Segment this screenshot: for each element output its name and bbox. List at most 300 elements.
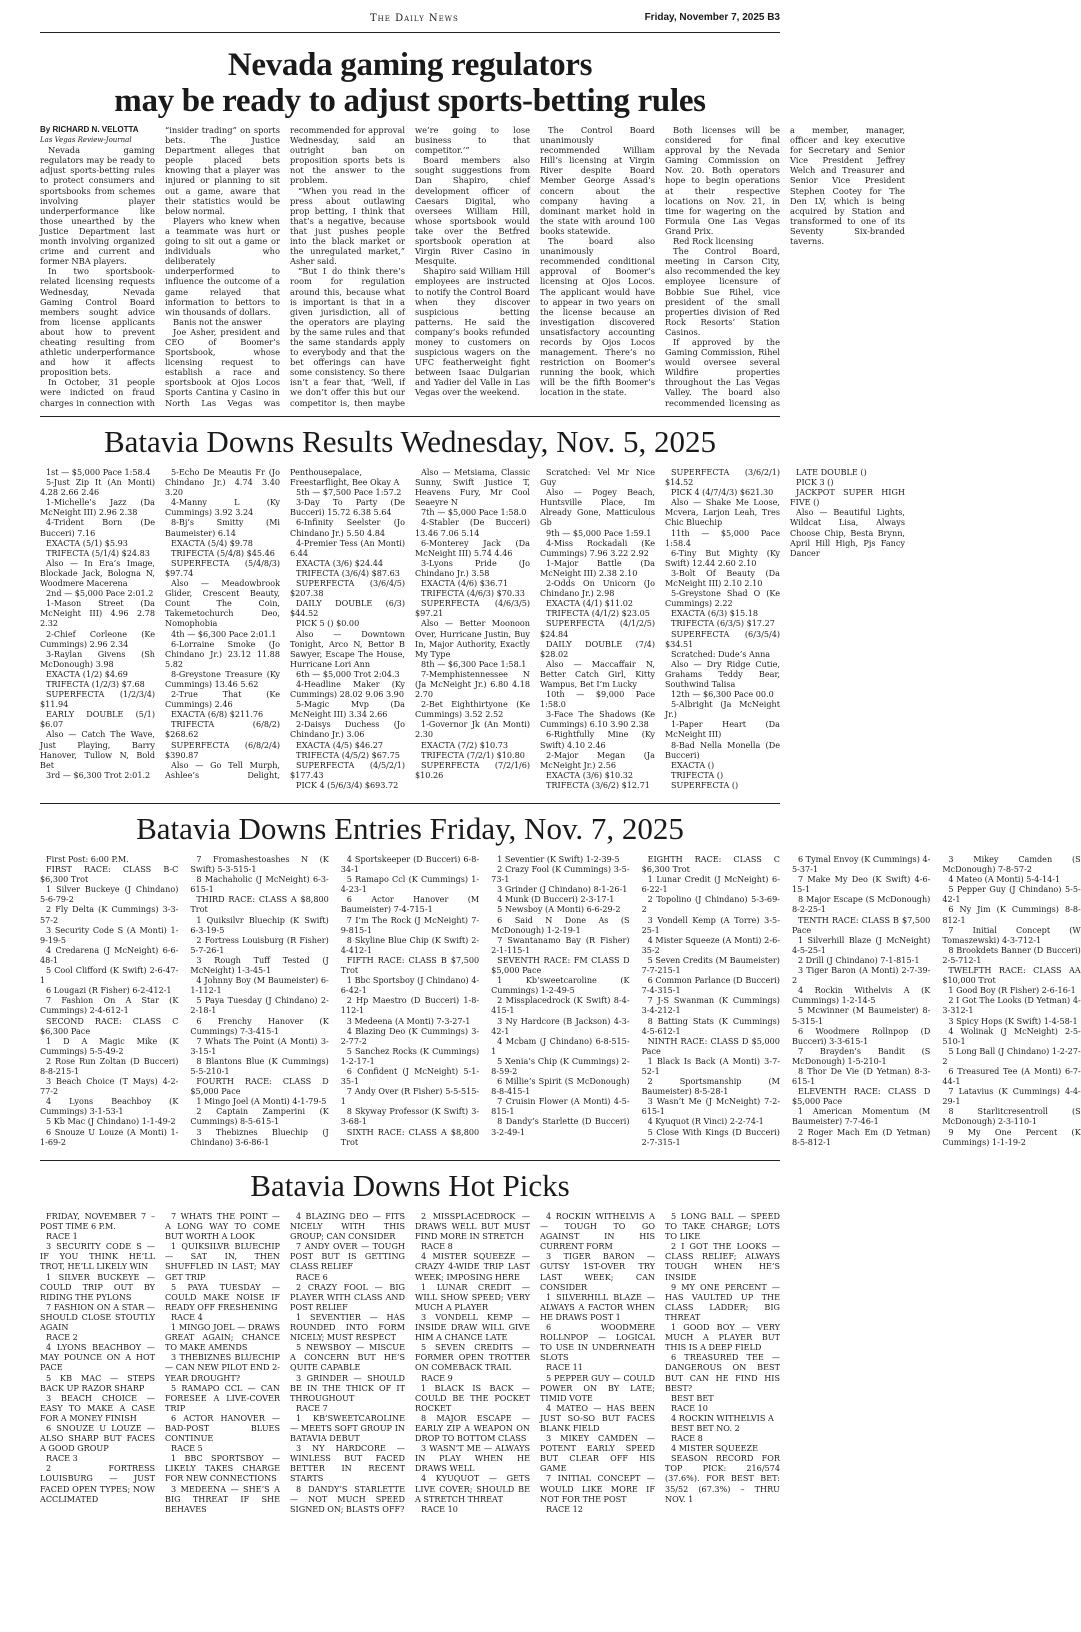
entries-line: 8 Major Escape (S McDonough) 8-2-25-1 [791, 894, 931, 915]
results-line: PICK 4 (4/7/4/3) $621.30 [671, 487, 774, 498]
entries-line: 3 Beach Choice (T Mays) 4-2-77-2 [40, 1076, 179, 1097]
results-line: 10th — $9,000 Pace 1:58.0 [540, 689, 655, 710]
story-paragraph: The Control Board unanimously recommended William Hill’s licensing at Virgin River despite Board Member George Assad’s concern about the company having a dominant market hold in the state with around 100 books statewide. [540, 125, 655, 236]
entries-line: 7 Whats The Point (A Monti) 3-3-15-1 [190, 1035, 329, 1056]
picks-line: 2 FORTRESS LOUISBURG — JUST FACED OPEN TYPES; NOW ACCLIMATED [40, 1463, 155, 1504]
entries-line: 3 Vondell Kemp (A Torre) 3-5-25-1 [641, 914, 780, 935]
results-line: 4-Headline Maker (Ky Cummings) 28.02 9.06 3.90 [290, 678, 405, 700]
results-line: 1-Governor Jk (An Monti) 2.30 [415, 719, 530, 740]
entries-line: 5 Mcwinner (M Baumeister) 8-5-315-1 [791, 1005, 931, 1026]
entries-line: 1 Silverhill Blaze (J McNeight) 4-5-25-1 [791, 934, 931, 955]
results-line: EARLY DOUBLE (5/1) $6.07 [40, 709, 155, 730]
picks-line: 7 INITIAL CONCEPT — WOULD LIKE MORE IF NOT FOR THE POST [540, 1473, 655, 1504]
results-line: 4-Miss Rockadali (Ke Cummings) 7.96 3.22 2.92 [540, 537, 655, 558]
picks-line: RACE 5 [171, 1443, 203, 1454]
picks-line: 4 KYUQUOT — GETS LIVE COVER; SHOULD BE A STRETCH THREAT [415, 1473, 530, 1504]
results-line: 4-Premier Tess (An Monti) 6.44 [290, 537, 405, 558]
entries-line: 6 Lougazi (R Fisher) 6-2-412-1 [46, 985, 172, 996]
picks-line: 3 VONDELL KEMP — INSIDE DRAW WILL GIVE HIM A CHANCE LATE [415, 1311, 530, 1343]
entries-line: 2 Rose Run Zoltan (D Bucceri) 8-8-215-1 [40, 1055, 179, 1076]
results-line: 6th — $5,000 Trot 2:04.3 [296, 668, 400, 679]
entries-line: 9 My One Percent (K Cummings) 1-1-19-2 [942, 1126, 1081, 1147]
results-line: 2-Daisys Duchess (Jo Chindano Jr.) 3.06 [290, 719, 405, 740]
picks-line: 4 ROCKIN WITHELVIS A — TOUGH TO GO AGAINST IN HIS CURRENT FORM [540, 1211, 655, 1252]
masthead [40, 10, 780, 33]
results-line: SUPERFECTA (5/4/8/3) $97.74 [165, 557, 280, 578]
results-line: TRIFECTA (7/2/1) $10.80 [421, 749, 525, 760]
results-line: TRIFECTA (6/3/5) $17.27 [671, 618, 775, 629]
entries-line: FIFTH RACE: CLASS B $7,500 Trot [340, 954, 480, 976]
results-line: 8-Bj’s Smitty (Mi Baumeister) 6.14 [165, 517, 280, 538]
picks-line: 6 WOODMERE ROLLNPOP — LOGICAL TO USE IN UNDERNEATH SLOTS [540, 1322, 655, 1363]
results-line: 2-Odds On Unicorn (Jo Chindano Jr.) 2.98 [540, 578, 655, 599]
results-line: TRIFECTA (6/8/2) $268.62 [165, 719, 280, 740]
results-line: 3-Face The Shadows (Ke Cummings) 6.10 3.90 2.38 [540, 709, 655, 730]
results-line: SUPERFECTA (1/2/3/4) $11.94 [40, 689, 155, 710]
results-line: SUPERFECTA () [671, 779, 739, 790]
picks-line: 4 MATEO — HAS BEEN JUST SO-SO BUT FACES BLANK FIELD [540, 1402, 655, 1433]
picks-line: RACE 7 [296, 1402, 328, 1413]
entries-line: 3 Ny Hardcore (B Jackson) 4-3-42-1 [491, 1015, 630, 1036]
entries-line: 1 Good Boy (R Fisher) 2-6-16-1 [948, 985, 1076, 996]
section-divider [40, 1160, 780, 1161]
entries-line: 8 Dandy’s Starlette (D Bucceri) 3-2-49-1 [491, 1116, 630, 1137]
results-line: 12th — $6,300 Pace 00.0 [671, 689, 774, 700]
entries-line: 4 Mcbam (J Chindano) 6-8-515-1 [491, 1035, 630, 1056]
results-line: SUPERFECTA (6/3/5/4) $34.51 [665, 628, 780, 649]
results-line: 4th — $6,300 Pace 2:01.1 [171, 628, 277, 639]
results-line: TRIFECTA (3/6/4) $87.63 [296, 567, 400, 578]
results-line: 2-True That (Ke Cummings) 2.46 [165, 689, 280, 710]
entries-line: 2 Missplacedrock (K Swift) 8-4-415-1 [491, 995, 630, 1016]
results-line: EXACTA (5/1) $5.93 [46, 537, 128, 548]
entries-line: 1 Mingo Joel (A Monti) 4-1-79-5 [196, 1096, 327, 1107]
results-line: EXACTA (3/6) $24.44 [296, 557, 384, 568]
entries-line: FIRST RACE: CLASS B-C $6,300 Trot [40, 864, 179, 885]
entries-line: 7 Brayden’s Bandit (S McDonough) 1-5-210-1 [791, 1045, 931, 1066]
picks-line: 5 LONG BALL — SPEED TO TAKE CHARGE; LOTS TO LIKE [665, 1211, 780, 1242]
entries-line: 1 American Momentum (M Baumeister) 7-7-46-1 [791, 1106, 931, 1127]
entries-line: TENTH RACE: CLASS B $7,500 Pace [791, 914, 931, 935]
picks-line: 5 NEWSBOY — MISCUE A CONCERN BUT HE’S QUITE CAPABLE [290, 1342, 405, 1373]
results-line: SUPERFECTA (4/5/2/1) $177.43 [290, 759, 405, 780]
entries-line: 7 Initial Concept (W Tomaszewski) 4-3-712-1 [942, 924, 1081, 945]
story-paragraph: The board also unanimously recommended conditional approval of Boomer’s licensing at Ojos Locos. The applicant would have to appear in two years on the license because an investigation discovered unsatisfactory accounting records by Ojos Locos management. There’s no restriction on Boomer’s running the book, which will be the fifth Boomer’s location in the state. [540, 236, 655, 398]
picks-line: RACE 9 [421, 1372, 453, 1383]
story-paragraph: Shapiro said William Hill employees are instructed to notify the Control Board when they discover suspicious betting patterns. He said the company’s books refunded money to customers on suspicious wagers on the UFC featherweight fight between Isaac Dulgarian and Yadier del Valle in Las Vegas over the weekend. [415, 266, 530, 398]
results-line: PICK 4 (5/6/3/4) $693.72 [296, 779, 399, 790]
results-line: Also — Meadowbrook Glider, Crescent Beauty, Count The Coin, Takemetochurch Deo, Nomophobia [165, 578, 280, 629]
entries-line: 4 Credarena (J McNeight) 6-6-48-1 [40, 944, 179, 965]
picks-line: 5 PAYA TUESDAY — COULD MAKE NOISE IF READY OFF FRESHENING [165, 1281, 280, 1312]
results-line: 5-Greystone Shad O (Ke Cummings) 2.22 [665, 588, 780, 609]
story-paragraph: Players who knew when a teammate was hurt or going to sit out a game or individuals who deliberately underperformed to influence the outcome of a game relayed that information to bettors to win thousands of dollars. [165, 215, 280, 317]
entries-line: 4 Rockin Withelvis A (K Cummings) 1-2-14-5 [791, 985, 931, 1006]
results-line: 6-Rightfully Mine (Ky Swift) 4.10 2.46 [540, 729, 655, 750]
results-line: 8th — $6,300 Pace 1:58.1 [421, 658, 527, 669]
results-line: Also — Dry Ridge Cutie, Grahams Teddy Bear, Southwind Talisa [665, 658, 780, 689]
entries-line: 6 Confident (J McNeight) 5-1-35-1 [340, 1065, 480, 1087]
picks-line: 3 THEBIZNES BLUECHIP — CAN NEW PILOT END 2-YEAR DROUGHT? [165, 1352, 280, 1383]
entries-line: 8 Brookdets Banner (D Bucceri) 2-5-712-1 [942, 944, 1081, 965]
picks-line: RACE 2 [46, 1332, 78, 1343]
results-line: EXACTA (4/1) $11.02 [546, 598, 634, 609]
entries-line: SEVENTH RACE: FM CLASS D $5,000 Pace [491, 954, 630, 976]
entries-line: 8 Blantons Blue (K Cummings) 5-5-210-1 [190, 1055, 329, 1076]
results-line: 1-Major Battle (Da McNeight III) 2.38 2.10 [540, 557, 655, 578]
story-paragraph: In two sportsbook-related licensing requests Wednesday, Nevada Gaming Control Board members sought advice from license applicants about how to prevent cheating resulting from athletic underperformance and how it affects proposition bets. [40, 266, 155, 378]
results-heading: Batavia Downs Results Wednesday, Nov. 5, 2025 [104, 424, 716, 459]
headline-line-1: Nevada gaming regulators [227, 47, 593, 83]
picks-line: 3 SECURITY CODE S — IF YOU THINK HE’LL TROT, HE’LL LIKELY WIN [40, 1241, 155, 1272]
picks-body [40, 1211, 780, 1521]
entries-line: 1 Lunar Credit (J McNeight) 6-6-22-1 [641, 874, 780, 895]
entries-line: 7 J-S Swanman (K Cummings) 3-4-212-1 [641, 995, 780, 1016]
entries-line: 5 Pepper Guy (J Chindano) 5-5-42-1 [942, 884, 1081, 905]
results-line: TRIFECTA (4/6/3) $70.33 [421, 588, 525, 599]
entries-line: 7 Cruisin Flower (A Monti) 4-5-815-1 [491, 1096, 630, 1117]
results-line: TRIFECTA (4/1/2) $23.05 [546, 608, 650, 619]
paper-name: The Daily News [370, 13, 459, 24]
picks-line: 1 GOOD BOY — VERY MUCH A PLAYER BUT THIS IS A DEEP FIELD [665, 1322, 780, 1353]
picks-line: 5 KB MAC — STEPS BACK UP RAZOR SHARP [40, 1372, 155, 1393]
entries-line: FOURTH RACE: CLASS D $5,000 Pace [190, 1076, 329, 1097]
results-line: PICK 5 () $0.00 [296, 618, 360, 629]
results-body [40, 467, 905, 797]
entries-line: 1 Bbc Sportsboy (J Chindano) 4-6-42-1 [340, 975, 480, 996]
picks-line: 7 WHATS THE POINT — A LONG WAY TO COME BUT WORTH A LOOK [165, 1211, 280, 1242]
results-line: 5-Magic Mvp (Da McNeight III) 3.34 2.66 [290, 699, 405, 720]
picks-line: RACE 10 [671, 1402, 708, 1413]
entries-line: 7 Fromashestoashes N (K Swift) 5-3-515-1 [190, 854, 329, 875]
story-paragraph: Banis not the answer [173, 316, 262, 327]
entries-line: 1 Quiksilvr Bluechip (K Swift) 6-3-19-5 [190, 914, 329, 935]
entries-line: 5 Ramapo Ccl (K Cummings) 1-4-23-1 [340, 874, 480, 895]
entries-line: 8 Skyway Professor (K Swift) 3-3-68-1 [340, 1106, 480, 1127]
entries-line: 7 Latavius (K Cummings) 4-4-29-1 [942, 1086, 1081, 1107]
results-line: Also — Downtown Tonight, Arco N, Bettor B Sawyer, Escape The House, Hurricane Lori Ann [290, 628, 405, 669]
story-paragraph: “When you read in the press about outlawing prop betting, I think that that’s a negative, because that just pushes people into the black market or the unregulated market,” Asher said. [290, 185, 405, 267]
results-line: 6-Tiny But Mighty (Ky Swift) 12.44 2.60 2.10 [665, 547, 780, 568]
entries-line: 2 Sportsmanship (M Baumeister) 8-5-28-1 [641, 1076, 780, 1097]
results-line: DAILY DOUBLE (6/3) $44.52 [290, 598, 405, 619]
story-paragraph: If approved by the Gaming Commission, Rihel would oversee several Wildfire properties throughout the Las Vegas Valley. The board also recommended licensing as a member, manager, officer and key executive for Secretary and Senior Vice President Jeffrey Welch and Treasurer and Senior Vice President Stephen Cootey for The Den LV, which is being acquired by Station and transformed to one of its Seventy Six-branded taverns. [665, 125, 905, 408]
story-headline [40, 47, 780, 119]
entries-line: 2 I Got The Looks (D Yetman) 4-3-312-1 [942, 995, 1081, 1016]
picks-line: SEASON RECORD FOR TOP PICK: 216/574 (37.6%). FOR BEST BET: 35/52 (67.3%) – THRU NOV. 1 [665, 1453, 780, 1504]
entries-line: SECOND RACE: CLASS C $6,300 Pace [40, 1015, 179, 1036]
section-divider [40, 416, 780, 417]
entries-line: 5 Paya Tuesday (J Chindano) 2-2-18-1 [190, 995, 329, 1016]
story-paragraph: In October, 31 people were indicted on fraud charges in connection with “insider trading” on sports bets. The Justice Department alleges that people placed bets knowing that a player was injured or planning to sit out a game, aware that their statistics would be below normal. [40, 125, 280, 408]
entries-line: 5 Kb Mac (J Chindano) 1-1-49-2 [46, 1116, 176, 1127]
entries-line: NINTH RACE: CLASS D $5,000 Pace [641, 1035, 780, 1056]
entries-line: 8 Thor De Vie (D Yetman) 8-3-615-1 [791, 1065, 931, 1087]
entries-line: 5 Sanchez Rocks (K Cummings) 1-2-17-1 [340, 1045, 480, 1066]
entries-line: 3 Wasn’t Me (J McNeight) 7-2-615-1 [641, 1096, 780, 1117]
entries-line: SIXTH RACE: CLASS A $8,800 Trot [340, 1126, 480, 1147]
results-line: 6-Infinity Seelster (Jo Chindano Jr.) 5.50 4.84 [290, 517, 405, 538]
entries-line: 2 Drill (J Chindano) 7-1-815-1 [797, 954, 920, 965]
results-line: TRIFECTA (4/5/2) $67.75 [296, 749, 400, 760]
results-line: Also — Maccaffair N, Better Catch Girl, Kitty Wampus, Bet I’m Lucky [540, 658, 655, 689]
picks-line: 3 MEDEENA — SHE’S A BIG THREAT IF SHE BEHAVES [165, 1483, 280, 1514]
picks-line: 1 LUNAR CREDIT — WILL SHOW SPEED; VERY MUCH A PLAYER [415, 1281, 530, 1312]
entries-line: 5 Cool Clifford (K Swift) 2-6-47-1 [40, 965, 179, 986]
results-line: 4-Stabler (De Bucceri) 13.46 7.06 5.14 [415, 517, 530, 538]
entries-line: 6 Actor Hanover (M Baumeister) 7-4-715-1 [340, 894, 480, 915]
results-line: 2-Major Megan (Ja McNeight Jr.) 2.56 [540, 749, 655, 770]
entries-line: 4 Munk (D Bucceri) 2-3-17-1 [497, 894, 615, 905]
entries-line: 6 Treasured Tee (A Monti) 6-7-44-1 [942, 1065, 1081, 1087]
picks-line: 2 MISSPLACEDROCK — DRAWS WELL BUT MUST FIND MORE IN STRETCH [415, 1211, 530, 1242]
results-line: Also — Go Tell Murph, Ashlee’s Delight, Penthousepalace, Freestarflight, Bee Okay A [165, 467, 400, 780]
results-line: EXACTA (6/8) $211.76 [171, 709, 264, 720]
entries-line: 4 Wolinak (J McNeight) 2-5-510-1 [942, 1025, 1081, 1046]
picks-line: 1 MINGO JOEL — DRAWS GREAT AGAIN; CHANCE TO MAKE AMENDS [165, 1322, 280, 1353]
entries-line: 1 Silver Buckeye (J Chindano) 5-6-79-2 [40, 884, 179, 905]
results-line: 8-Greystone Treasure (Ky Cummings) 13.46 5.62 [165, 668, 280, 689]
results-line: 6-Lorraine Smoke (Jo Chindano Jr.) 23.12 11.88 5.82 [165, 638, 280, 669]
headline-line-2: may be ready to adjust sports-betting rules [114, 83, 706, 119]
entries-line: 3 Spicy Hops (K Swift) 1-4-58-1 [948, 1015, 1078, 1026]
results-line: JACKPOT SUPER HIGH FIVE () [790, 487, 905, 508]
picks-line: RACE 4 [171, 1311, 203, 1322]
entries-line: 2 Topolino (J Chindano) 5-3-69-2 [641, 894, 780, 915]
entries-line: 8 Skyline Blue Chip (K Swift) 2-4-412-1 [340, 934, 480, 955]
entries-line: ELEVENTH RACE: CLASS D $5,000 Pace [791, 1086, 931, 1107]
results-line: Scratched: Dude’s Anna [671, 648, 771, 659]
results-line: Also — Beautiful Lights, Wildcat Lisa, Always Choose Chip, Besta Brynn, April Hill High, Pjs Fancy Dancer [790, 507, 905, 558]
entries-line: 2 Roger Mach Em (D Yetman) 8-5-812-1 [791, 1126, 931, 1147]
results-line: 5th — $7,500 Pace 1:57.2 [296, 487, 402, 498]
entries-line: 8 Machaholic (J McNeight) 6-3-615-1 [190, 874, 329, 895]
results-line: 2-Chief Corleone (Ke Cummings) 2.96 2.34 [40, 628, 155, 649]
entries-line: 3 Tiger Baron (A Monti) 2-7-39-2 [791, 965, 931, 986]
entries-line: 4 Blazing Deo (K Cummings) 3-2-77-2 [340, 1025, 480, 1046]
entries-line: 2 Crazy Fool (K Cummings) 3-5-73-1 [491, 864, 630, 885]
entries-line: 6 Ny Jim (K Cummings) 8-8-812-1 [942, 904, 1081, 925]
entries-line: 6 Snouze U Louze (A Monti) 1-1-69-2 [40, 1126, 179, 1147]
results-line: 3-Bolt Of Beauty (Da McNeight III) 2.10 2.10 [665, 567, 780, 589]
entries-line: 3 Mikey Camden (S McDonough) 7-8-57-2 [942, 854, 1081, 875]
results-line: 5-Albright (Ja McNeight Jr.) [665, 699, 780, 720]
picks-line: 5 PEPPER GUY — COULD POWER ON BY LATE; TIMID VOTE [540, 1372, 655, 1403]
picks-line: 8 DANDY’S STARLETTE — NOT MUCH SPEED SIGNED ON; BLASTS OFF? [290, 1483, 405, 1514]
picks-line: 9 MY ONE PERCENT — HAS VAULTED UP THE CLASS LADDER; BIG THREAT [665, 1281, 780, 1322]
picks-line: RACE 11 [546, 1362, 583, 1373]
results-line: SUPERFECTA (3/6/4/5) $207.38 [290, 578, 405, 599]
entries-line: 7 Andy Over (R Fisher) 5-5-515-1 [340, 1086, 480, 1107]
picks-line: RACE 10 [421, 1503, 458, 1514]
story-paragraph: Nevada gaming regulators may be ready to adjust sports-betting rules to protect consumers and sportsbooks from schemes involving player underperformance like those unearthed by the Justice Department last month involving organized crime and current and former NBA players. [40, 145, 155, 267]
entries-line: 5 Xenia’s Chip (K Cummings) 2-8-59-2 [491, 1055, 630, 1076]
picks-line: BEST BET [671, 1392, 714, 1403]
entries-line: 7 I’m The Rock (J McNeight) 7-9-815-1 [340, 914, 480, 935]
results-line: 1st — $5,000 Pace 1:58.4 [46, 467, 151, 477]
results-line: 1-Mason Street (Da McNeight III) 4.96 2.78 2.32 [40, 598, 155, 629]
results-line: 8-Bad Nella Monella (De Bucceri) [665, 739, 780, 760]
results-line: EXACTA (7/2) $10.73 [421, 739, 509, 750]
results-line: 9th — $5,000 Pace 1:59.1 [546, 527, 652, 538]
story-paragraph: Both licenses will be considered for final approval by the Nevada Gaming Commission on Nov. 20. Both operators hope to begin operations at their respective locations on Nov. 21, in time for wagering on the Formula One Las Vegas Grand Prix. [665, 125, 780, 236]
entries-line: 3 Grinder (J Chindano) 8-1-26-1 [497, 884, 628, 895]
results-line: Also — Better Moonoon Over, Hurricane Justin, Buy In, Major Authority, Exactly My Type [415, 618, 530, 659]
entries-line: 7 Swantanamo Bay (R Fisher) 2-1-115-1 [491, 934, 630, 955]
entries-line: 2 Fly Delta (K Cummings) 3-3-57-2 [40, 904, 179, 925]
entries-line: TWELFTH RACE: CLASS AA $10,000 Trot [942, 965, 1081, 986]
entries-line: 3 Security Code S (A Monti) 1-9-19-5 [40, 924, 179, 945]
entries-line: 6 Tymal Envoy (K Cummings) 4-5-37-1 [791, 854, 931, 875]
entries-line: 8 Starlitcresentroll (S McDonough) 2-3-110-1 [942, 1106, 1081, 1127]
results-line: Also — Catch The Wave, Just Playing, Barry Hanover, Tullow N, Bold Bet [40, 729, 155, 770]
entries-line: 6 Millie’s Spirit (S McDonough) 8-8-415-1 [491, 1076, 630, 1097]
picks-line: 2 I GOT THE LOOKS — CLASS RELIEF; ALWAYS TOUGH WHEN HE’S INSIDE [665, 1241, 780, 1282]
results-line: SUPERFECTA (3/6/2/1) $14.52 [665, 467, 780, 488]
entries-line: 7 Fashion On A Star (K Cummings) 2-4-612-1 [40, 995, 179, 1016]
results-line: 4-Manny L (Ky Cummings) 3.92 3.24 [165, 497, 280, 518]
results-line: 3rd — $6,300 Trot 2:01.2 [46, 769, 151, 780]
results-line: EXACTA (5/4) $9.78 [171, 537, 253, 548]
story-paragraph: Joe Asher, president and CEO of Boomer’s Sportsbook, whose licensing request to establish a race and sportsbook at Ojos Locos Sports Cantina y Casino in North Las Vegas was recommended for approval Wednesday, said an outright ban on proposition sports bets is not the answer to the problem. [165, 125, 405, 408]
newspaper-page [40, 0, 1081, 1521]
picks-line: 3 GRINDER — SHOULD BE IN THE THICK OF IT THROUGHOUT [290, 1372, 405, 1403]
results-line: TRIFECTA (1/2/3) $7.68 [46, 678, 145, 689]
results-line: LATE DOUBLE () [796, 467, 867, 477]
results-line: PICK 3 () [796, 477, 834, 488]
picks-line: RACE 8 [421, 1241, 453, 1252]
section-divider [40, 803, 780, 804]
picks-line: 4 MISTER SQUEEZE [671, 1443, 759, 1454]
entries-line: 4 Mateo (A Monti) 5-4-14-1 [948, 874, 1061, 885]
story-paragraph: The Control Board, meeting in Carson City, also recommended the key employee licensure of Bobbie Sue Rihel, vice president of the small properties division of Red Rock Resorts’ Station Casinos. [665, 246, 780, 337]
entries-line: 1 D A Magic Mike (K Cummings) 5-5-49-2 [40, 1035, 179, 1056]
picks-line: 3 NY HARDCORE — WINLESS BUT FACED BETTER IN RECENT STARTS [290, 1443, 405, 1484]
picks-line: 8 MAJOR ESCAPE — EARLY ZIP A WEAPON ON DROP TO BOTTOM CLASS [415, 1412, 530, 1444]
entries-line: 1 Seventier (K Swift) 1-2-39-5 [497, 854, 620, 864]
picks-line: RACE 1 [46, 1231, 78, 1242]
picks-line: 7 FASHION ON A STAR — SHOULD CLOSE STOUTLY AGAIN [40, 1301, 155, 1333]
entries-line: 4 Kyuquot (R Vinci) 2-2-74-1 [647, 1116, 764, 1127]
picks-line: 1 BBC SPORTSBOY — LIKELY TAKES CHARGE FOR NEW CONNECTIONS [165, 1453, 280, 1484]
results-line: SUPERFECTA (6/8/2/4) $390.87 [165, 739, 280, 760]
picks-line: 5 SEVEN CREDITS — FORMER OPEN TROTTER ON COMEBACK TRAIL [415, 1342, 530, 1373]
story-paragraph: Red Rock licensing [673, 236, 754, 247]
picks-line: 3 TIGER BARON — GUTSY 1ST-OVER TRY LAST WEEK; CAN CONSIDER [540, 1251, 655, 1292]
entries-line: 6 Frenchy Hanover (K Cummings) 7-3-415-1 [190, 1015, 329, 1036]
picks-line: 1 QUIKSILVR BLUECHIP — SAT IN, THEN SHUFFLED IN LAST; MAY GET TRIP [165, 1241, 280, 1282]
picks-line: 1 SEVENTIER — HAS ROUNDED INTO FORM NICELY; MUST RESPECT [290, 1311, 405, 1343]
results-line: 3-Raylan Givens (Sh McDonough) 3.98 [40, 648, 155, 669]
entries-line: 2 Captain Zamperini (K Cummings) 8-5-615-1 [190, 1106, 329, 1127]
results-line: 7th — $5,000 Pace 1:58.0 [421, 507, 527, 518]
entries-line: 4 Mister Squeeze (A Monti) 2-6-35-2 [641, 934, 780, 955]
entries-line: 6 Said N Done As (S McDonough) 1-2-19-1 [491, 914, 630, 935]
results-line: DAILY DOUBLE (7/4) $28.02 [540, 638, 655, 659]
results-line: SUPERFECTA (4/6/3/5) $97.21 [415, 598, 530, 619]
entries-line: 3 Thebiznes Bluechip (J Chindano) 3-6-86-1 [190, 1126, 329, 1147]
results-line: 2-Bet Eighthirtyone (Ke Cummings) 3.52 2.52 [415, 699, 530, 720]
picks-line: 2 CRAZY FOOL — BIG PLAYER WITH CLASS AND POST RELIEF [290, 1281, 405, 1312]
results-line: Also — Pogey Beach, Huntsville Place, Im Already Gone, Matticulous Gb [540, 487, 655, 528]
entries-line: 7 Make My Deo (K Swift) 4-6-15-1 [791, 874, 931, 895]
picks-line: 6 TREASURED TEE — DANGEROUS ON BEST BUT CAN HE FIND HIS BEST? [665, 1352, 780, 1393]
story-paragraph: Board members also sought suggestions from Dan Shapiro, chief development officer of Caesars Digital, who oversees William Hill, whose sportsbook would take over the Betfred sportsbook operation at Virgin River Casino in Mesquite. [415, 155, 530, 267]
entries-line: 1 Black Is Back (A Monti) 3-7-52-1 [641, 1055, 780, 1076]
story-paragraph: “But I do think there’s room for regulation around this, because what is important is that in a given jurisdiction, all of the operators are playing by the same rules and that the same standards apply to everybody and that the bet offerings can have some consistency. So there isn’t a fear that, ‘Well, if we don’t offer this but our competitor is, then maybe we’re going to lose business to that competitor.’” [290, 125, 530, 408]
results-line: Also — Metsiama, Classic Sunny, Swift Justice T, Heavens Fury, Mr Cool Seaeyre N [415, 467, 530, 508]
picks-heading: Batavia Downs Hot Picks [250, 1168, 570, 1203]
results-line: 7-Memphistennessee N (Ja McNeight Jr.) 6.80 4.18 2.70 [415, 668, 530, 700]
results-line: Scratched: Vel Mr Nice Guy [540, 467, 655, 488]
results-line: Also — Shake Me Loose, Mcvera, Larjon Leah, Tres Chic Bluechip [665, 497, 780, 528]
picks-line: 5 RAMAPO CCL — CAN FORESEE A LIVE-COVER TRIP [165, 1382, 280, 1413]
entries-line: 5 Seven Credits (M Baumeister) 7-7-215-1 [641, 954, 780, 976]
results-line: 5-Just Zip It (An Monti) 4.28 2.66 2.46 [40, 477, 155, 498]
entries-line: 6 Woodmere Rollnpop (D Bucceri) 3-3-615-1 [791, 1025, 931, 1046]
results-line: Also — In Era’s Image, Blockade Jack, Bologna N, Woodmere Macerena [40, 557, 155, 589]
picks-line: 6 ACTOR HANOVER — BAD-POST BLUES CONTINUE [165, 1412, 280, 1444]
picks-line: 3 BEACH CHOICE — EASY TO MAKE A CASE FOR A MONEY FINISH [40, 1392, 155, 1423]
results-line: EXACTA (1/2) $4.69 [46, 668, 128, 679]
picks-line: 4 LYONS BEACHBOY — MAY POUNCE ON A HOT PACE [40, 1342, 155, 1373]
results-line: 1-Michelle’s Jazz (Da McNeight III) 2.96 2.38 [40, 497, 155, 518]
entries-line: 5 Long Ball (J Chindano) 1-2-27-2 [942, 1045, 1081, 1066]
results-line: 5-Echo De Meautis Fr (Jo Chindano Jr.) 4.74 3.40 3.20 [165, 467, 280, 498]
entries-line: 5 Close With Kings (D Bucceri) 2-7-315-1 [641, 1126, 780, 1147]
byline-affiliation: Las Vegas Review-Journal [40, 136, 132, 145]
picks-line: RACE 12 [546, 1503, 583, 1514]
entries-line: 8 Batting Stats (K Cummings) 4-5-612-1 [641, 1015, 780, 1036]
results-line: 1-Paper Heart (Da McNeight III) [665, 719, 780, 740]
picks-line: 7 ANDY OVER — TOUGH POST BUT IS GETTING CLASS RELIEF [290, 1241, 405, 1272]
results-line: EXACTA (4/5) $46.27 [296, 739, 384, 750]
entries-line: 4 Lyons Beachboy (K Cummings) 3-1-53-1 [40, 1096, 179, 1117]
picks-line: 4 BLAZING DEO — FITS NICELY WITH THIS GROUP; CAN CONSIDER [290, 1211, 405, 1242]
results-line: EXACTA () [671, 759, 715, 770]
picks-line: FRIDAY, NOVEMBER 7 – POST TIME 6 P.M. [40, 1211, 155, 1232]
picks-line: 1 SILVERHILL BLAZE — ALWAYS A FACTOR WHEN HE DRAWS POST 1 [540, 1291, 655, 1322]
results-line: EXACTA (4/6) $36.71 [421, 578, 509, 589]
results-line: 11th — $5,000 Pace 1:58.4 [665, 527, 780, 548]
picks-line: 6 SNOUZE U LOUZE — ALSO SHARP BUT FACES A GOOD GROUP [40, 1422, 155, 1454]
results-line: 4-Trident Born (De Bucceri) 7.16 [40, 517, 155, 538]
results-line: 6-Monterey Jack (Da McNeight III) 5.74 4.46 [415, 537, 530, 558]
entries-line: 4 Johnny Boy (M Baumeister) 6-1-112-1 [190, 975, 329, 996]
results-line: 2nd — $5,000 Pace 2:01.2 [46, 588, 154, 599]
picks-line: RACE 8 [671, 1433, 703, 1444]
results-line: SUPERFECTA (4/1/2/5) $24.84 [540, 618, 655, 639]
picks-line: 4 MISTER SQUEEZE — CRAZY 4-WIDE TRIP LAST WEEK; IMPOSING HERE [415, 1251, 530, 1282]
results-line: TRIFECTA (5/4/8) $45.46 [171, 547, 275, 558]
picks-line: RACE 3 [46, 1453, 78, 1464]
results-line: TRIFECTA (3/6/2) $12.71 [546, 779, 650, 790]
entries-line: 3 Medeena (A Monti) 7-3-27-1 [346, 1015, 471, 1026]
results-line: SUPERFECTA (7/2/1/6) $10.26 [415, 759, 530, 780]
byline: By RICHARD N. VELOTTA [40, 125, 139, 134]
entries-line: 6 Common Parlance (D Bucceri) 7-4-315-1 [641, 975, 780, 996]
entries-line: 2 Hp Maestro (D Bucceri) 1-8-112-1 [340, 995, 480, 1016]
entries-line: 3 Rough Tuff Tested (J McNeight) 1-3-45-1 [190, 954, 329, 976]
story-body [40, 125, 905, 410]
picks-line: 3 MIKEY CAMDEN — POTENT EARLY SPEED BUT CLEAR OFF HIS GAME [540, 1433, 655, 1474]
entries-line: EIGHTH RACE: CLASS C $6,300 Trot [641, 854, 780, 875]
date-page-number: Friday, November 7, 2025 B3 [644, 12, 780, 23]
entries-heading: Batavia Downs Entries Friday, Nov. 7, 2025 [136, 811, 684, 846]
entries-line: 4 Sportskeeper (D Bucceri) 6-8-34-1 [340, 854, 480, 875]
picks-line: RACE 6 [296, 1271, 328, 1282]
entries-line: THIRD RACE: CLASS A $8,800 Trot [190, 894, 329, 915]
